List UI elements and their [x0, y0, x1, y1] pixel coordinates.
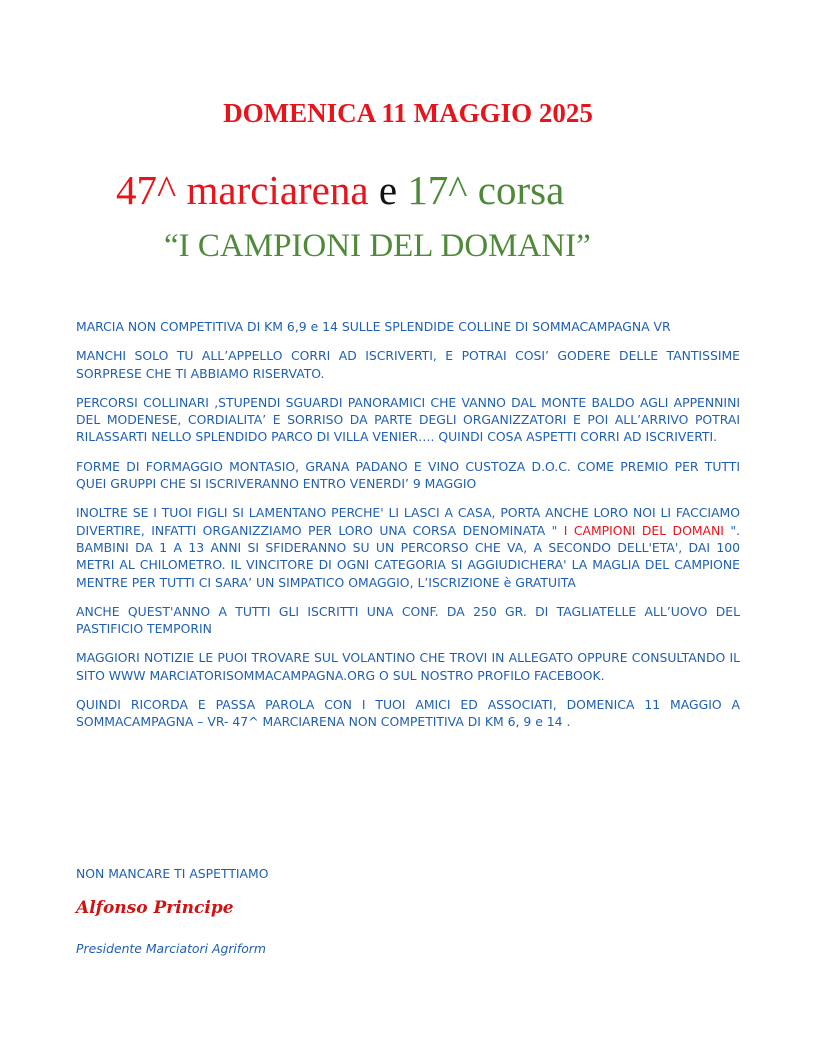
paragraph-1: MARCIA NON COMPETITIVA DI KM 6,9 e 14 SULLE SPLENDIDE COLLINE DI SOMMACAMPAGNA VR: [76, 319, 671, 334]
paragraph-5: [76, 504, 740, 590]
paragraph-2: MANCHI SOLO TU ALL’APPELLO CORRI AD ISCRIVERTI, E POTRAI COSI’ GODERE DELLE TANTISSIME SORPRESE CHE TI ABBIAMO RISERVATO.: [76, 348, 740, 381]
paragraph-4: FORME DI FORMAGGIO MONTASIO, GRANA PADANO E VINO CUSTOZA D.O.C. COME PREMIO PER TUTTI QUEI GRUPPI CHE SI ISCRIVERANNO ENTRO VENERDI’ 9 MAGGIO: [76, 458, 740, 492]
event-headline: [116, 166, 564, 214]
paragraph-5-start: INOLTRE SE I TUOI FIGLI SI LAMENTANO PERCHE' LI LASCI A CASA, PORTA ANCHE LORO NOI LI FACCIAMO DIVERTIRE, INFATTI ORGANIZZIAMO PER LORO UNA CORSA DENOMINATA ": [76, 505, 740, 538]
paragraph-6: ANCHE QUEST'ANNO A TUTTI GLI ISCRITTI UNA CONF. DA 250 GR. DI TAGLIATELLE ALL’UOVO DEL PASTIFICIO TEMPORIN: [76, 603, 740, 637]
event-date: DOMENICA 11 MAGGIO 2025: [223, 98, 593, 128]
signature: Alfonso Principe: [76, 898, 234, 918]
headline-marciarena: 47^ marciarena: [116, 167, 369, 213]
body-text: [76, 318, 740, 743]
paragraph-7: MAGGIORI NOTIZIE LE PUOI TROVARE SUL VOLANTINO CHE TROVI IN ALLEGATO OPPURE CONSULTANDO IL SITO WWW MARCIATORISOMMACAMPAGNA.ORG O SUL NOSTRO PROFILO FACEBOOK.: [76, 650, 740, 683]
paragraph-8: QUINDI RICORDA E PASSA PAROLA CON I TUOI AMICI ED ASSOCIATI, DOMENICA 11 MAGGIO A SOMMACAMPAGNA – VR- 47^ MARCIARENA NON COMPETITIVA DI KM 6, 9 e 14 .: [76, 697, 740, 730]
closing-line: NON MANCARE TI ASPETTIAMO: [76, 866, 269, 881]
event-subtitle: “I CAMPIONI DEL DOMANI”: [164, 228, 591, 264]
paragraph-5-end: ". BAMBINI DA 1 A 13 ANNI SI SFIDERANNO SU UN PERCORSO CHE VA, A SECONDO DELL'ETA', DAI 100 METRI AL CHILOMETRO. IL VINCITORE DI OGNI CATEGORIA SI AGGIUDICHERA' LA MAGLIA DEL CAMPIONE MENTRE PER TUTTI CI SARA’ UN SIMPATICO OMAGGIO, L’ISCRIZIONE è GRATUITA: [76, 522, 741, 590]
campioni-highlight: I CAMPIONI DEL DOMANI: [563, 522, 724, 538]
paragraph-3: PERCORSI COLLINARI ,STUPENDI SGUARDI PANORAMICI CHE VANNO DAL MONTE BALDO AGLI APPENNINI DEL MODENESE, CORDIALITA’ E SORRISO DA PARTE DEGLI ORGANIZZATORI E POI ALL’ARRIVO POTRAI RILASSARTI NELLO SPLENDIDO PARCO DI VILLA VENIER…. QUINDI COSA ASPETTI CORRI AD ISCRIVERTI.: [76, 394, 740, 445]
headline-conjunction: e: [378, 167, 398, 213]
signer-role: Presidente Marciatori Agriform: [76, 941, 266, 956]
headline-corsa: 17^ corsa: [407, 167, 565, 213]
